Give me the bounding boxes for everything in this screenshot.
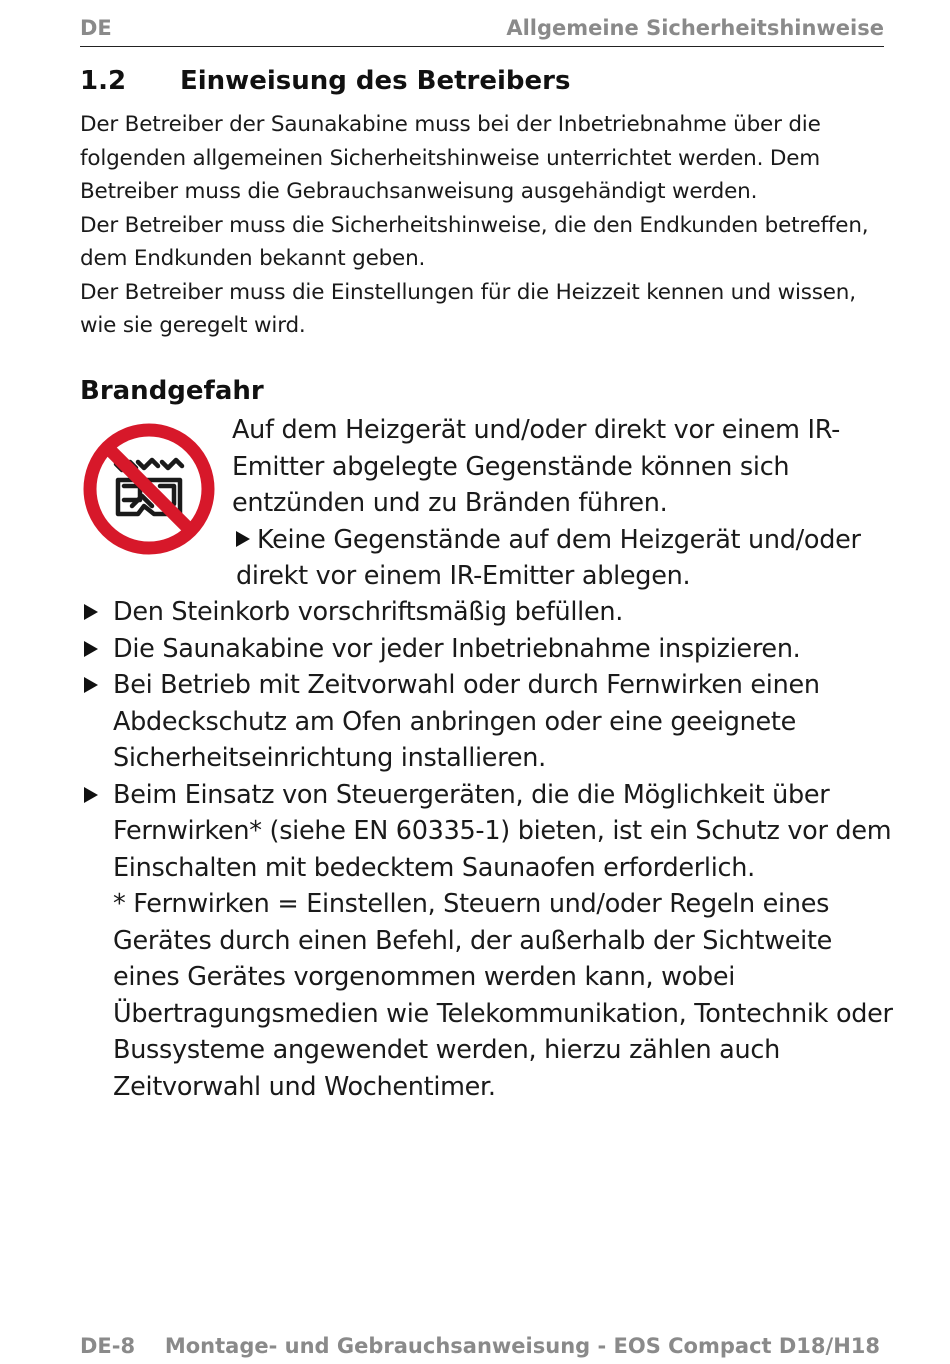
document-title: Montage- und Gebrauchsanweisung - EOS Compact D18/H18 [164, 1334, 880, 1358]
list-item [80, 777, 900, 887]
arrow-right-icon [84, 641, 98, 657]
fire-warning-text: Auf dem Heizgerät und/oder direkt vor einem IR-Emitter abgelegte Gegenstände können sich entzünden und zu Bränden führen. [232, 415, 841, 518]
list-item [80, 667, 900, 777]
header-language: DE [80, 16, 112, 40]
list-item-text: Die Saunakabine vor jeder Inbetriebnahme inspizieren. [113, 633, 801, 664]
fire-step-text: Keine Gegenstände auf dem Heizgerät und/oder direkt vor einem IR-Emitter ablegen. [236, 524, 861, 591]
section-heading [80, 66, 570, 96]
list-item [80, 631, 900, 668]
fire-hazard-title: Brandgefahr [80, 376, 264, 406]
arrow-right-icon [236, 531, 250, 547]
page-number: DE-8 [80, 1334, 136, 1358]
list-item [80, 594, 900, 631]
page-footer [80, 1334, 880, 1362]
page-header [80, 14, 884, 47]
header-title: Allgemeine Sicherheitshinweise [506, 16, 884, 40]
arrow-right-icon [84, 677, 98, 693]
arrow-right-icon [84, 604, 98, 620]
fire-warning [232, 412, 892, 595]
section-number: 1.2 [80, 66, 127, 96]
intro-text [80, 108, 890, 343]
footnote: * Fernwirken = Einstellen, Steuern und/oder Regeln eines Gerätes durch einen Befehl, der außerhalb der Sichtweite eines Gerätes vorgenommen werden kann, wobei Übertragungsmedien wie Telekommunikation, Tontechnik oder Bussysteme angewendet werden, hierzu zählen auch Zeitvorwahl und Wochentimer. [113, 889, 893, 1102]
arrow-right-icon [84, 787, 98, 803]
section-title: Einweisung des Betreibers [180, 66, 571, 96]
list-item-text: Den Steinkorb vorschriftsmäßig befüllen. [113, 597, 624, 627]
list-item-text: Bei Betrieb mit Zeitvorwahl oder durch Fernwirken einen Abdeckschutz am Ofen anbringen oder eine geeignete Sicherheitseinrichtung installieren. [113, 670, 820, 773]
safety-instructions-list [80, 594, 900, 1105]
intro-paragraph: Der Betreiber der Saunakabine muss bei der Inbetriebnahme über die folgenden allgemeinen Sicherheitshinweise unterrichtet werden. Dem Betreiber muss die Gebrauchsanweisung ausgehändigt werden. [80, 112, 821, 204]
intro-paragraph: Der Betreiber muss die Sicherheitshinweise, die den Endkunden betreffen, dem Endkunden bekannt geben. [80, 212, 869, 271]
fire-step [232, 522, 892, 595]
intro-paragraph: Der Betreiber muss die Einstellungen für die Heizzeit kennen und wissen, wie sie geregelt wird. [80, 279, 856, 338]
list-item-text: Beim Einsatz von Steuergeräten, die die Möglichkeit über Fernwirken* (siehe EN 60335-1) bieten, ist ein Schutz vor dem Einschalten mit bedecktem Saunaofen erforderlich. [113, 779, 892, 883]
no-objects-on-heater-icon [82, 422, 216, 556]
